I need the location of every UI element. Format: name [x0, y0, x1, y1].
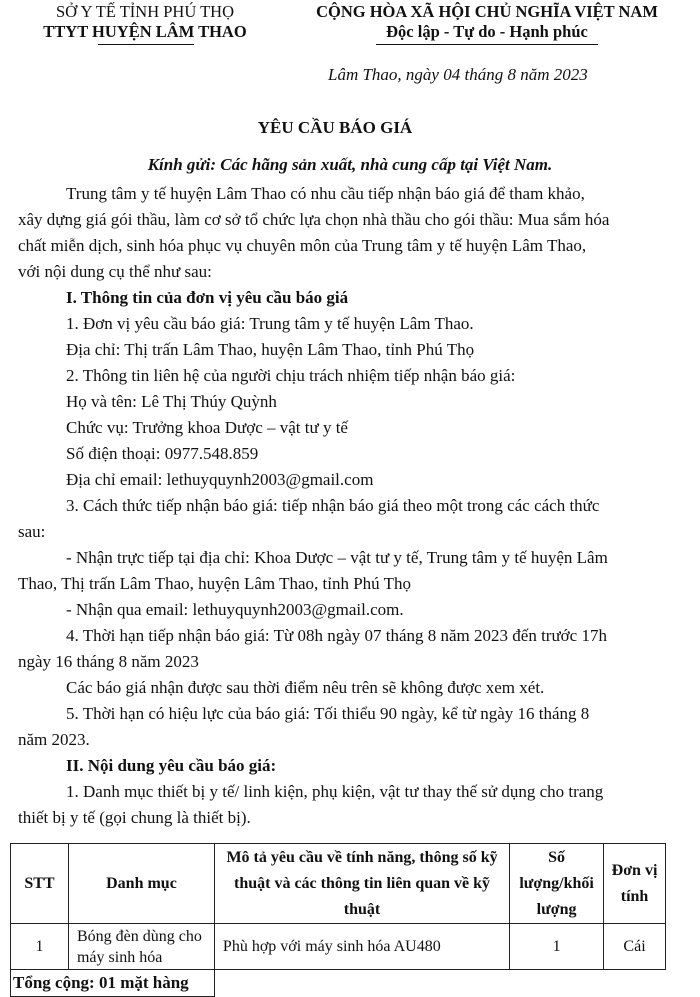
col-header-item: Danh mục	[68, 844, 214, 924]
cell-unit: Cái	[604, 924, 666, 970]
org-top: SỞ Y TẾ TỈNH PHÚ THỌ	[56, 2, 234, 21]
date-line: Lâm Thao, ngày 04 tháng 8 năm 2023	[328, 65, 588, 84]
nation-motto: Độc lập - Tự do - Hạnh phúc	[386, 22, 588, 41]
section-2-title: II. Nội dung yêu cầu báo giá:	[66, 756, 277, 775]
section-2-item-1-cont: thiết bị y tế (gọi chung là thiết bị).	[18, 808, 251, 827]
col-header-qty: Số lượng/khối lượng	[510, 844, 604, 924]
col-header-desc: Mô tả yêu cầu về tính năng, thông số kỹ thuật và các thông tin liên quan về kỹ thuật	[214, 844, 509, 924]
total-empty-cell	[214, 970, 665, 997]
section-1-item-5: 5. Thời hạn có hiệu lực của báo giá: Tối thiểu 90 ngày, kể từ ngày 16 tháng 8	[66, 704, 590, 723]
motto-underline	[376, 44, 598, 45]
intro-line: Trung tâm y tế huyện Lâm Thao có nhu cầu tiếp nhận báo giá để tham khảo,	[66, 184, 585, 203]
section-1-item-1: 1. Đơn vị yêu cầu báo giá: Trung tâm y tế huyện Lâm Thao.	[66, 314, 474, 333]
nation-title: CỘNG HÒA XÃ HỘI CHỦ NGHĨA VIỆT NAM	[316, 2, 658, 21]
section-1-title: I. Thông tin của đơn vị yêu cầu báo giá	[66, 288, 349, 307]
contact-email: Địa chỉ email: lethuyquynh2003@gmail.com	[66, 470, 374, 489]
col-header-unit: Đơn vị tính	[604, 844, 666, 924]
cell-stt: 1	[11, 924, 69, 970]
direct-receipt-cont: Thao, Thị trấn Lâm Thao, huyện Lâm Thao, tỉnh Phú Thọ	[18, 574, 411, 593]
section-1-item-3: 3. Cách thức tiếp nhận báo giá: tiếp nhận báo giá theo một trong các cách thức	[66, 496, 600, 515]
contact-phone: Số điện thoại: 0977.548.859	[66, 444, 259, 463]
total-cell: Tổng cộng: 01 mặt hàng	[11, 970, 215, 997]
recipient-line: Kính gửi: Các hãng sản xuất, nhà cung cấp tại Việt Nam.	[147, 155, 553, 174]
org-underline	[98, 44, 194, 45]
table-total-row	[11, 970, 666, 997]
table-row	[11, 924, 666, 970]
address-line: Địa chỉ: Thị trấn Lâm Thao, huyện Lâm Thao, tỉnh Phú Thọ	[66, 340, 475, 359]
col-header-stt: STT	[11, 844, 69, 924]
document-title: YÊU CẦU BÁO GIÁ	[257, 118, 413, 137]
contact-name: Họ và tên: Lê Thị Thúy Quỳnh	[66, 392, 277, 411]
table-header-row	[11, 844, 666, 924]
email-receipt: - Nhận qua email: lethuyquynh2003@gmail.com.	[66, 600, 404, 619]
intro-line: xây dựng giá gói thầu, làm cơ sở tổ chức lựa chọn nhà thầu cho gói thầu: Mua sắm hóa	[18, 210, 610, 229]
section-1-item-2: 2. Thông tin liên hệ của người chịu trách nhiệm tiếp nhận báo giá:	[66, 366, 516, 385]
direct-receipt: - Nhận trực tiếp tại địa chỉ: Khoa Dược – vật tư y tế, Trung tâm y tế huyện Lâm	[66, 548, 608, 567]
contact-position: Chức vụ: Trưởng khoa Dược – vật tư y tế	[66, 418, 348, 437]
section-1-item-3-cont: sau:	[18, 522, 46, 541]
org-name: TTYT HUYỆN LÂM THAO	[43, 22, 247, 41]
section-1-item-4-cont: ngày 16 tháng 8 năm 2023	[18, 652, 199, 671]
cell-item: Bóng đèn dùng cho máy sinh hóa	[68, 924, 214, 970]
cell-qty: 1	[510, 924, 604, 970]
late-note: Các báo giá nhận được sau thời điểm nêu trên sẽ không được xem xét.	[66, 678, 545, 697]
intro-line: chất miễn dịch, sinh hóa phục vụ chuyên môn của Trung tâm y tế huyện Lâm Thao,	[18, 236, 587, 255]
intro-line: với nội dung cụ thể như sau:	[18, 262, 212, 281]
cell-desc: Phù hợp với máy sinh hóa AU480	[214, 924, 509, 970]
section-2-item-1: 1. Danh mục thiết bị y tế/ linh kiện, phụ kiện, vật tư thay thế sử dụng cho trang	[66, 782, 604, 801]
section-1-item-5-cont: năm 2023.	[18, 730, 90, 749]
section-1-item-4: 4. Thời hạn tiếp nhận báo giá: Từ 08h ngày 07 tháng 8 năm 2023 đến trước 17h	[66, 626, 607, 645]
quotation-table	[10, 843, 666, 997]
